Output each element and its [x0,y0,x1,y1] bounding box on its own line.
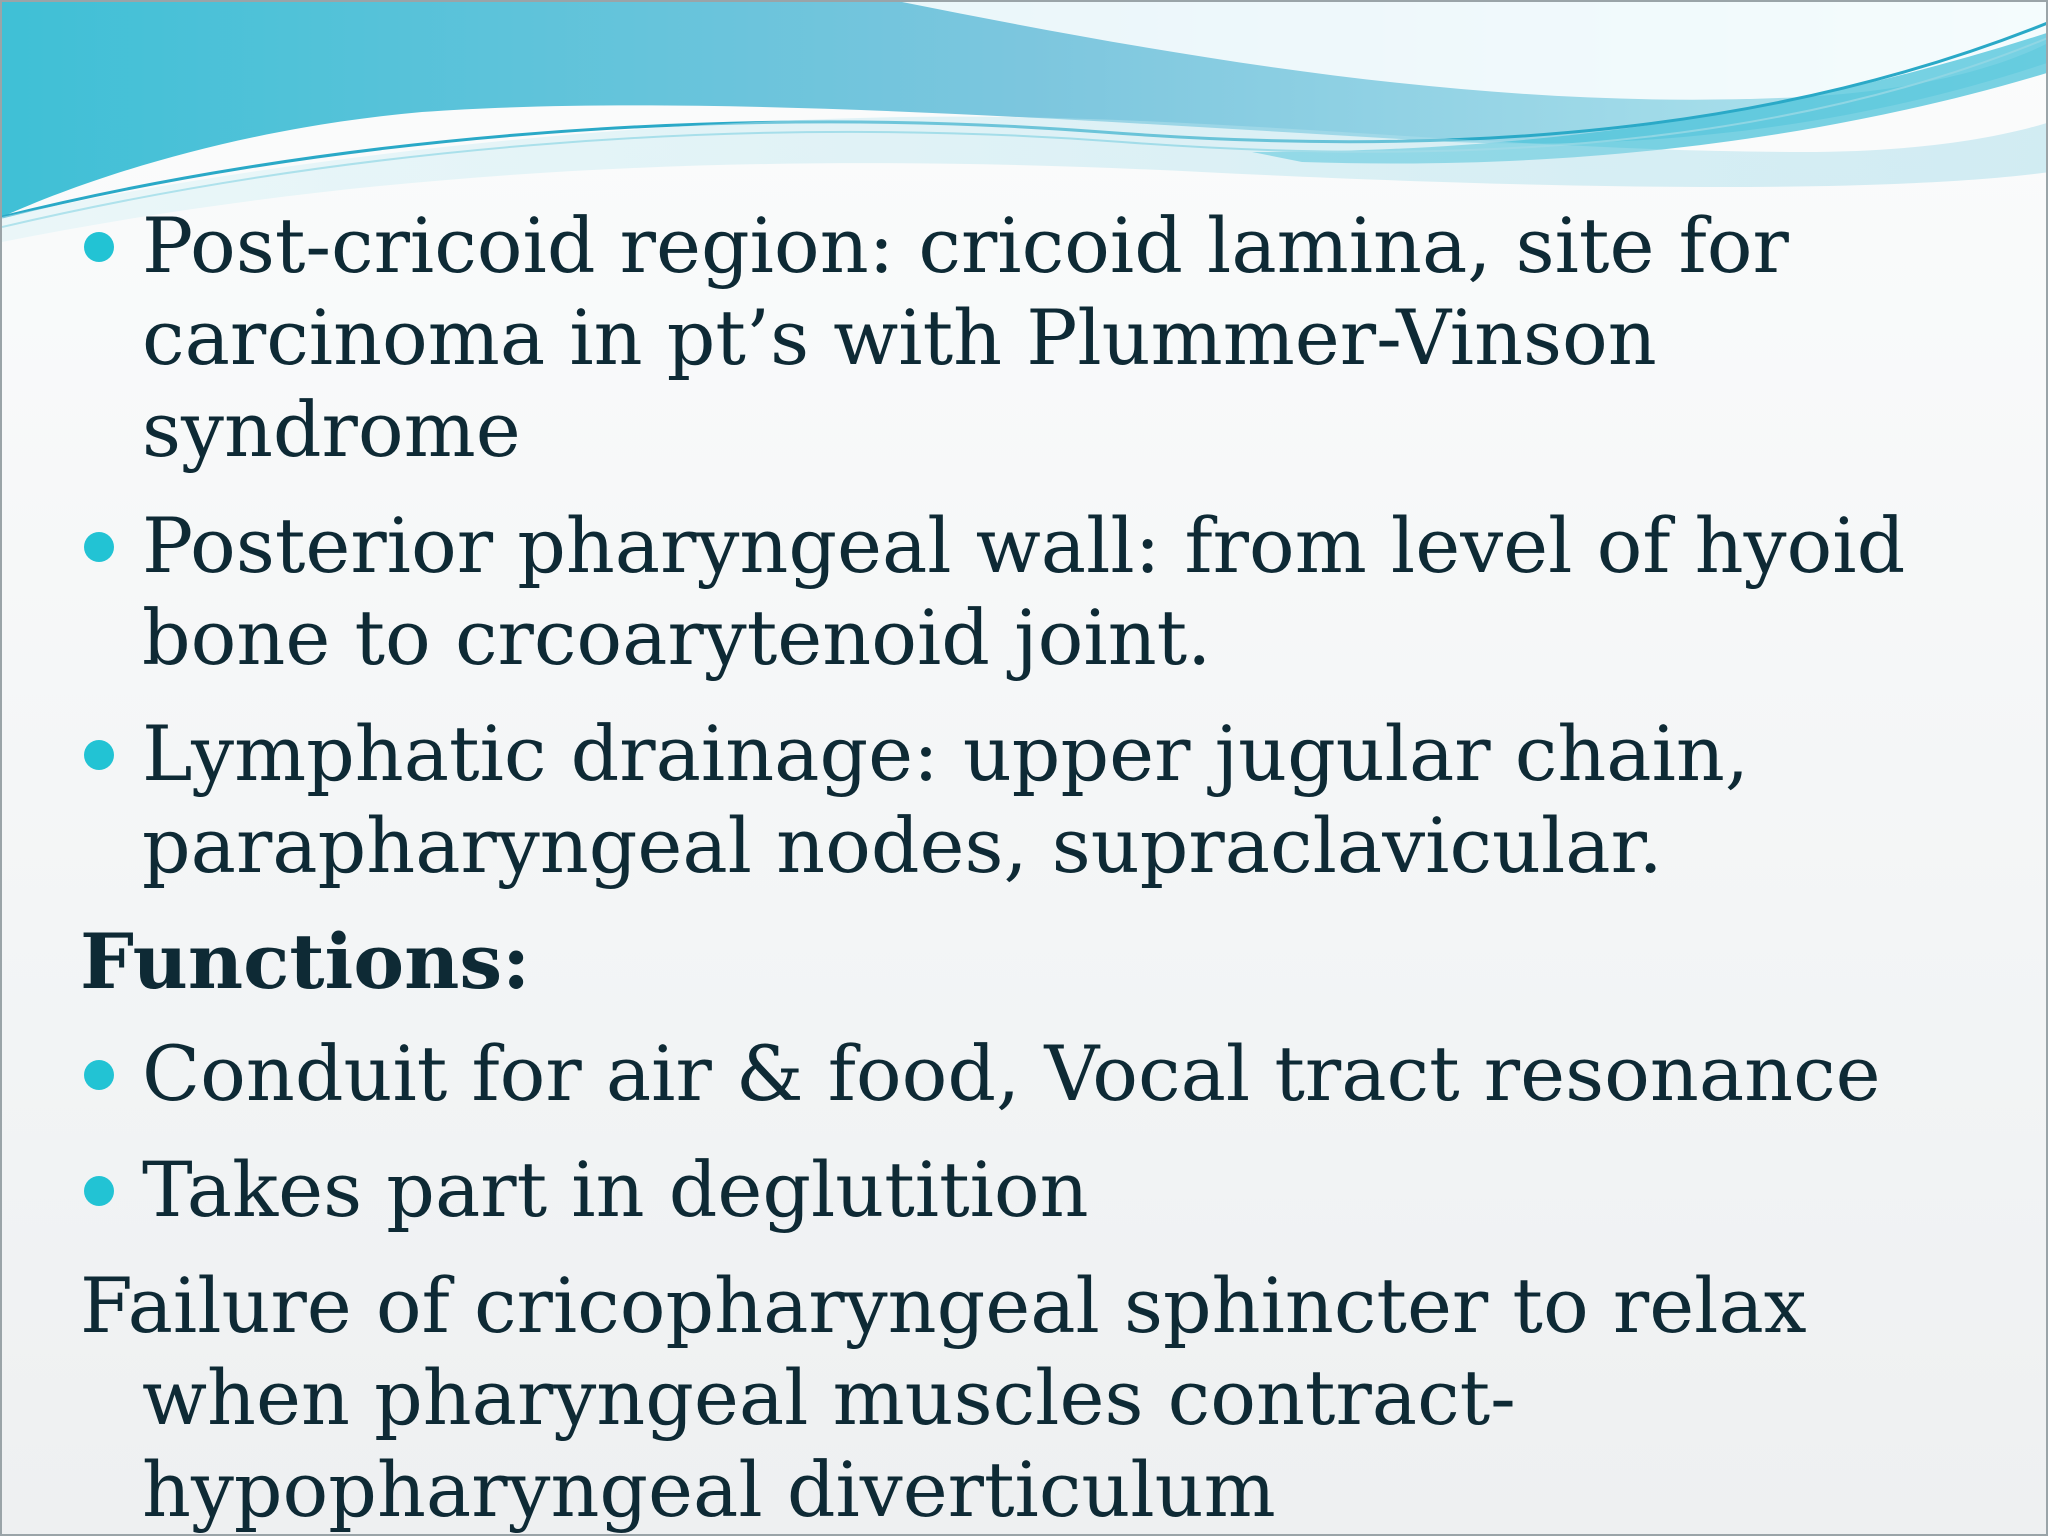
bullet-text: Posterior pharyngeal wall: from level of hyoid bone to crcoarytenoid joint. [142,501,1906,682]
bullet-item-lymphatic-drainage [80,708,2000,892]
slide-content [80,200,2000,1536]
bullet-dot-icon [84,532,114,562]
functions-heading: Functions: [80,917,531,1006]
bullet-dot-icon [84,1060,114,1090]
bullet-item-deglutition [80,1144,2000,1236]
bullet-item-conduit [80,1028,2000,1120]
closing-paragraph: Failure of cricopharyngeal sphincter to relax when pharyngeal muscles contract- hypopharyngeal diverticulum [80,1261,1807,1534]
bullet-dot-icon [84,740,114,770]
bullet-text: Post-cricoid region: cricoid lamina, site for carcinoma in pt’s with Plummer-Vinson syndrome [142,201,1789,474]
bullet-item-posterior-wall [80,500,2000,684]
bullet-text: Lymphatic drainage: upper jugular chain, parapharyngeal nodes, supraclavicular. [142,709,1750,890]
bullet-text: Takes part in deglutition [142,1145,1089,1234]
bullet-text: Conduit for air & food, Vocal tract resonance [142,1029,1881,1118]
bullet-dot-icon [84,1176,114,1206]
bullet-item-post-cricoid [80,200,2000,476]
bullet-dot-icon [84,232,114,262]
